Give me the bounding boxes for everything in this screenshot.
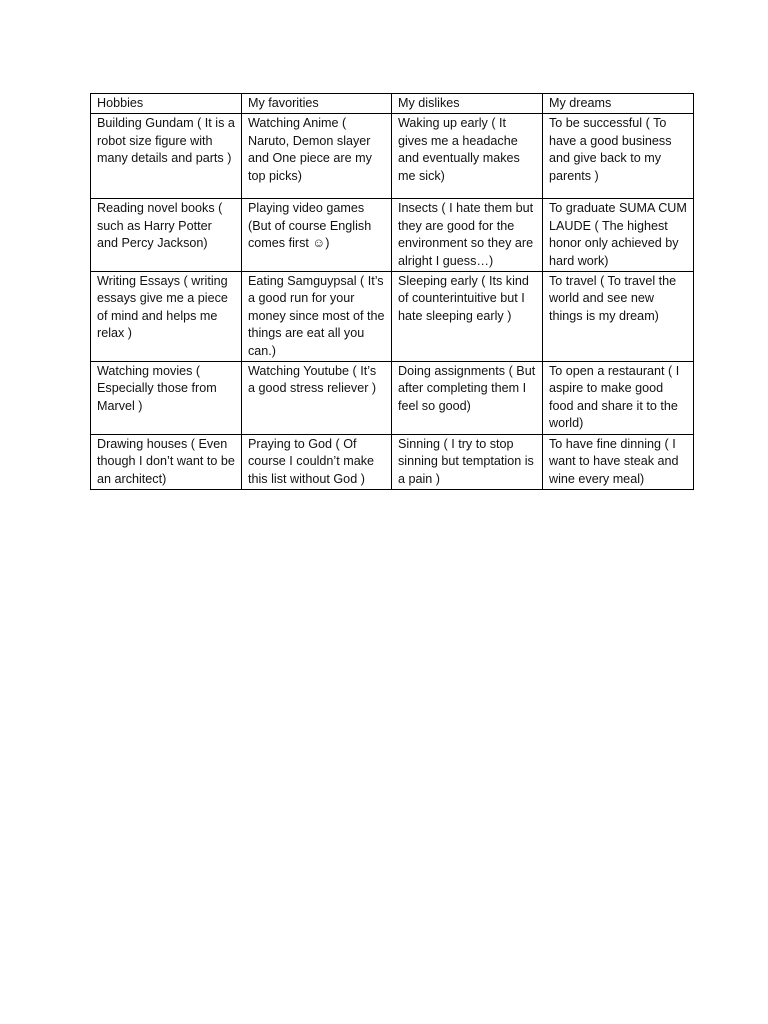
table-cell: Building Gundam ( It is a robot size figure with many details and parts ) [91,114,242,199]
table-cell: Doing assignments ( But after completing them I feel so good) [392,362,543,435]
table-cell: Watching Anime ( Naruto, Demon slayer and One piece are my top picks) [242,114,392,199]
table-cell: Insects ( I hate them but they are good for the environment so they are alright I guess…) [392,199,543,272]
table-cell: To graduate SUMA CUM LAUDE ( The highest honor only achieved by hard work) [543,199,694,272]
table-cell: Playing video games (But of course English comes first ☺) [242,199,392,272]
table-cell: Praying to God ( Of course I couldn’t make this list without God ) [242,434,392,489]
table-row [91,272,694,362]
table-cell: Drawing houses ( Even though I don’t want to be an architect) [91,434,242,489]
table-header-row [91,94,694,114]
table-row [91,199,694,272]
table-cell: Watching movies ( Especially those from Marvel ) [91,362,242,435]
table-cell: Eating Samguypsal ( It’s a good run for your money since most of the things are eat all you can.) [242,272,392,362]
table-cell: Writing Essays ( writing essays give me a piece of mind and helps me relax ) [91,272,242,362]
header-hobbies: Hobbies [91,94,242,114]
header-favorites: My favorities [242,94,392,114]
table-row [91,434,694,489]
table-cell: Waking up early ( It gives me a headache and eventually makes me sick) [392,114,543,199]
table-cell: Watching Youtube ( It’s a good stress reliever ) [242,362,392,435]
table-row [91,114,694,199]
table-cell: To have fine dinning ( I want to have steak and wine every meal) [543,434,694,489]
header-dreams: My dreams [543,94,694,114]
table-row [91,362,694,435]
table-cell: Sleeping early ( Its kind of counterintuitive but I hate sleeping early ) [392,272,543,362]
table-cell: To open a restaurant ( I aspire to make good food and share it to the world) [543,362,694,435]
table-cell: To be successful ( To have a good business and give back to my parents ) [543,114,694,199]
preferences-table [90,93,694,490]
table-cell: Sinning ( I try to stop sinning but temptation is a pain ) [392,434,543,489]
table-cell: Reading novel books ( such as Harry Potter and Percy Jackson) [91,199,242,272]
header-dislikes: My dislikes [392,94,543,114]
table-cell: To travel ( To travel the world and see new things is my dream) [543,272,694,362]
